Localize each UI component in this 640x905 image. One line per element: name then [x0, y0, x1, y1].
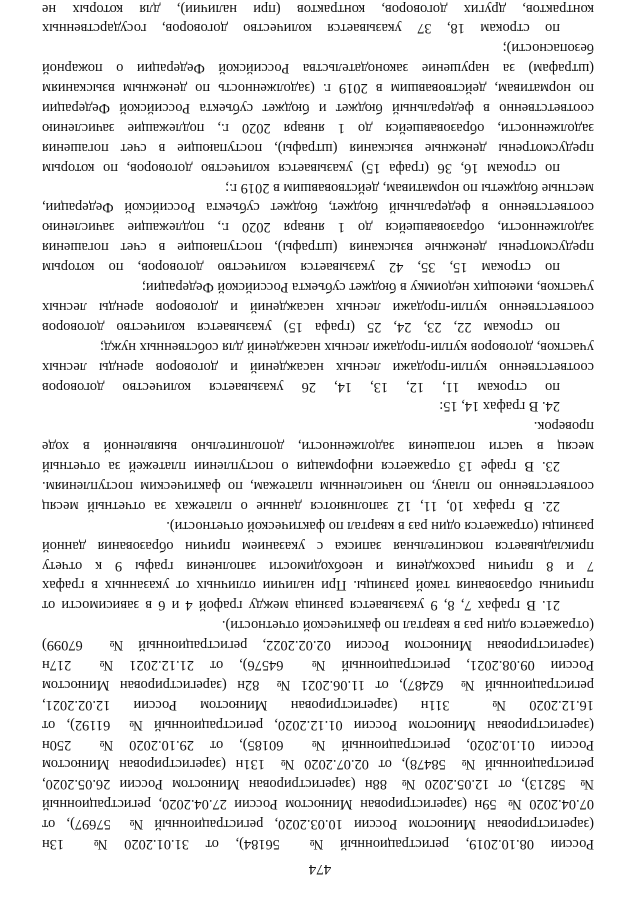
text-line: соответственно купли-продажи лесных насаждений и договоров аренды лесных: [42, 298, 594, 315]
text-line: регистрационный № 58478), от 02.07.2020 № 131н (зарегистрирован Минюстом: [42, 756, 594, 773]
text-line: (штрафам) за нарушение законодательства Российской Федерации о пожарной: [42, 60, 594, 77]
text-line: 21. В графах 7, 8, 9 указывается разница между графой 4 и 6 в зависимости от: [42, 597, 560, 614]
text-line: месяц в части погашения задолженности, дополнительно выявленной в ходе: [42, 438, 594, 455]
text-line: соответственно по плану, по начисленным платежам, по фактическим поступлениям.: [42, 477, 594, 494]
text-line: контрактов, других договоров, контрактов (при наличии), для которых не: [42, 0, 594, 17]
text-line: безопасности);: [502, 40, 594, 57]
text-line: 24. В графах 14, 15:: [439, 398, 560, 415]
text-line: 22. В графах 10, 11, 12 заполняются данные о платежах за отчетный месяц: [42, 497, 560, 514]
page-number: 474: [308, 861, 332, 877]
text-line: соответственно купли-продажи лесных насаждений и договоров аренды лесных: [42, 358, 594, 375]
text-line: 7 и 8 причин расхождения и необходимости заполнения графы 9 к отчету: [42, 557, 594, 574]
text-line: по строкам 18, 37 указывается количество договоров, государственных: [42, 20, 560, 37]
text-line: России 01.10.2020, регистрационный № 60185), от 29.10.2020 № 250н: [42, 736, 594, 753]
text-line: местные бюджеты по нормативам, действовавшим в 2019 г.;: [225, 179, 594, 196]
text-line: соответственно в федеральный бюджет и бюджет субъекта Российской Федерации: [42, 100, 594, 117]
text-line: по строкам 22, 23, 24, 25 (графа 15) указывается количество договоров: [42, 318, 560, 335]
body-text: [42, 0, 594, 853]
text-line: предусмотрены денежные взыскания (штрафы), поступающие в счет погашения: [42, 139, 594, 156]
text-line: по нормативам, действовавшим в 2019 г. (задолженность по денежным взысканиям: [42, 80, 594, 97]
text-line: регистрационный № 62487), от 11.06.2021 № 82н (зарегистрирован Минюстом: [42, 676, 594, 693]
text-line: разницы (отражается один раз в квартал по фактической отчетности).: [166, 517, 594, 534]
text-line: по строкам 15, 35, 42 указывается количество договоров, по которым: [42, 259, 560, 276]
text-line: России 09.08.2021, регистрационный № 64576), от 21.12.2021 № 217н: [42, 656, 594, 673]
text-line: № 58213), от 12.05.2020 № 88н (зарегистрирован Минюстом России 26.05.2020,: [42, 776, 594, 793]
text-line: 23. В графе 13 отражается информация о поступлении платежей за отчетный: [42, 458, 560, 475]
text-line: (зарегистрирован Минюстом России 10.03.2020, регистрационный № 57697), от: [42, 816, 594, 833]
text-line: задолженности, образовавшейся до 1 января 2020 г., подлежащие зачислению: [42, 119, 594, 136]
text-line: проверок.: [533, 418, 594, 435]
text-line: участков, договоров купли-продажи лесных насаждений для собственных нужд;: [100, 338, 594, 355]
text-line: по строкам 16, 36 (графа 15) указывается количество договоров, по которым: [42, 159, 560, 176]
text-line: участков, имеющих недоимку в бюджет субъекта Российской Федерации;: [141, 279, 594, 296]
text-line: России 08.10.2019, регистрационный № 56184), от 31.01.2020 № 13н: [42, 836, 594, 852]
text-line: причины образования такой разницы. При наличии отличных от указанных в графах: [42, 577, 594, 594]
text-line: (отражается один раз в квартал по фактической отчетности).: [221, 617, 594, 634]
text-line: прикладывается пояснительная записка с указанием причин образования данной: [42, 537, 594, 554]
text-line: по строкам 11, 12, 13, 14, 26 указывается количество договоров: [42, 378, 560, 395]
text-line: соответственно в федеральный бюджет, бюджет субъекта Российской Федерации,: [42, 199, 594, 216]
text-line: (зарегистрирован Минюстом России 01.12.2020, регистрационный № 61192), от: [42, 716, 594, 733]
text-line: (зарегистрирован Минюстом России 02.02.2022, регистрационный № 67099): [42, 637, 594, 654]
text-line: 16.12.2020 № 311н (зарегистрирован Минюстом России 12.02.2021,: [42, 696, 594, 713]
text-line: 07.04.2020 № 59н (зарегистрирован Минюстом России 27.04.2020, регистрационный: [42, 796, 594, 813]
text-line: задолженности, образовавшейся до 1 января 2020 г., подлежащие зачислению: [42, 219, 594, 236]
text-line: предусмотрены денежные взыскания (штрафы), поступающие в счет погашения: [42, 239, 594, 256]
